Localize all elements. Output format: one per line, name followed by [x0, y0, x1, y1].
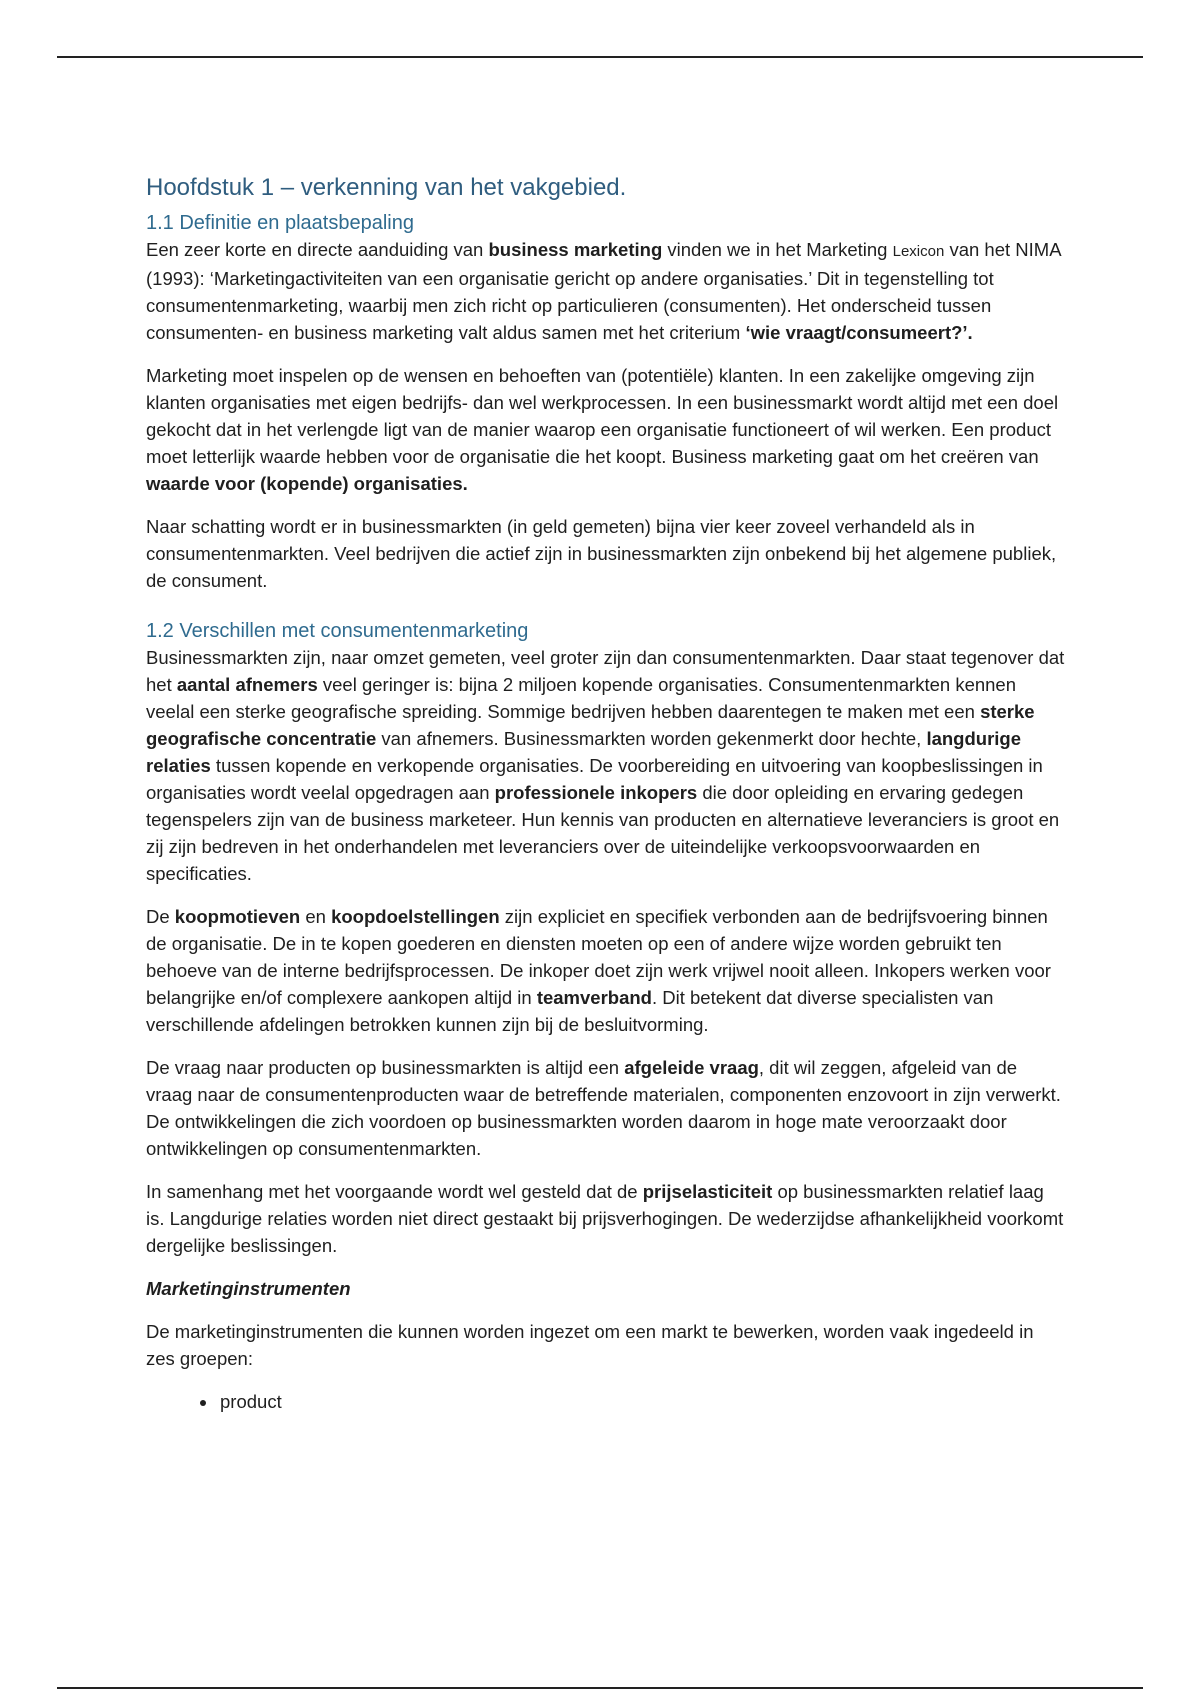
paragraph: Een zeer korte en directe aanduiding van business marketing vinden we in het Marketing Lexicon van het NIMA (1993): ‘Marketingactiviteiten van een organisatie gericht op andere organisaties.’ Dit in tegenstelling tot consumentenmarketing, waarbij men zich richt op particulieren (consumenten). Het onderscheid tussen consumenten- en business marketing valt aldus samen met het criterium ‘wie vraagt/consumeert?’. [146, 239, 1061, 343]
header-rule [57, 56, 1143, 58]
paragraph: In samenhang met het voorgaande wordt wel gesteld dat de prijselasticiteit op businessmarkten relatief laag is. Langdurige relaties worden niet direct gestaakt bij prijsverhogingen. De wederzijdse afhankelijkheid voorkomt dergelijke beslissingen. [146, 1181, 1064, 1256]
paragraph: Naar schatting wordt er in businessmarkten (in geld gemeten) bijna vier keer zoveel verhandeld als in consumentenmarkten. Veel bedrijven die actief zijn in businessmarkten zijn onbekend bij het algemene publiek, de consument. [146, 516, 1057, 591]
section-title-1-2: 1.2 Verschillen met consumentenmarketing [146, 620, 529, 642]
paragraph: Businessmarkten zijn, naar omzet gemeten, veel groter zijn dan consumentenmarkten. Daar staat tegenover dat het aantal afnemers veel geringer is: bijna 2 miljoen kopende organisaties. Consumentenmarkten kennen veelal een sterke geografische spreiding. Sommige bedrijven hebben daarentegen te maken met een sterke geografische concentratie van afnemers. Businessmarkten worden gekenmerkt door hechte, langdurige relaties tussen kopende en verkopende organisaties. De voorbereiding en uitvoering van koopbeslissingen in organisaties wordt veelal opgedragen aan professionele inkopers die door opleiding en ervaring gedegen tegenspelers zijn van de business marketeer. Hun kennis van producten en alternatieve leveranciers is groot en zij zijn bedreven in het onderhandelen met leveranciers over de uiteindelijke verkoopsvoorwaarden en specificaties. [146, 647, 1065, 884]
footer-rule [57, 1687, 1143, 1689]
paragraph: Marketing moet inspelen op de wensen en behoeften van (potentiële) klanten. In een zakelijke omgeving zijn klanten organisaties met eigen bedrijfs- dan wel werkprocessen. In een businessmarkt wordt altijd met een doel gekocht dat in het verlengde ligt van de manier waarop een organisatie functioneert of wil werken. Een product moet letterlijk waarde hebben voor de organisatie die het koopt. Business marketing gaat om het creëren van waarde voor (kopende) organisaties. [146, 365, 1059, 494]
instrument-list [146, 1388, 1066, 1415]
list-item: • product [218, 1388, 1066, 1415]
document-body [146, 172, 1066, 1415]
paragraph: De marketinginstrumenten die kunnen worden ingezet om een markt te bewerken, worden vaak ingedeeld in zes groepen: [146, 1321, 1034, 1369]
chapter-title: Hoofdstuk 1 – verkenning van het vakgebied. [146, 174, 627, 201]
subheading-marketinginstrumenten: Marketinginstrumenten [146, 1278, 351, 1299]
section-title-1-1: 1.1 Definitie en plaatsbepaling [146, 212, 414, 234]
paragraph: De vraag naar producten op businessmarkten is altijd een afgeleide vraag, dit wil zeggen, afgeleid van de vraag naar de consumentenproducten waar de betreffende materialen, componenten enzovoort in zijn verwerkt. De ontwikkelingen die zich voordoen op businessmarkten worden daarom in hoge mate veroorzaakt door ontwikkelingen op consumentenmarkten. [146, 1057, 1061, 1159]
paragraph: De koopmotieven en koopdoelstellingen zijn expliciet en specifiek verbonden aan de bedrijfsvoering binnen de organisatie. De in te kopen goederen en diensten moeten op een of andere wijze worden gebruikt ten behoeve van de interne bedrijfsprocessen. De inkoper doet zijn werk vrijwel nooit alleen. Inkopers werken voor belangrijke en/of complexere aankopen altijd in teamverband. Dit betekent dat diverse specialisten van verschillende afdelingen betrokken kunnen zijn bij de besluitvorming. [146, 906, 1051, 1035]
